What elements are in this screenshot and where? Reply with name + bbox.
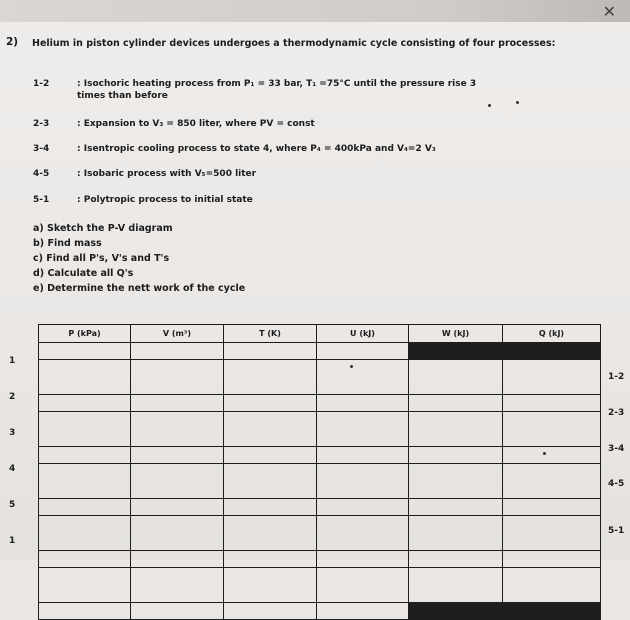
table-cell[interactable] — [317, 603, 409, 620]
state-label: 4 — [9, 464, 16, 474]
table-cell[interactable] — [224, 551, 317, 568]
table-cell[interactable] — [503, 464, 601, 499]
process-description: : Expansion to V₃ = 850 liter, where PV = const — [77, 119, 315, 129]
table-cell[interactable] — [39, 568, 131, 603]
table-cell[interactable] — [317, 395, 409, 412]
table-cell[interactable] — [39, 516, 131, 551]
table-cell[interactable] — [224, 412, 317, 447]
table-cell[interactable] — [503, 395, 601, 412]
process-label: 1-2 — [608, 372, 625, 382]
table-cell[interactable] — [409, 447, 503, 464]
table-cell[interactable] — [131, 447, 224, 464]
table-cell[interactable] — [409, 360, 503, 395]
table-cell[interactable] — [39, 447, 131, 464]
table-cell[interactable] — [39, 343, 131, 360]
table-cell[interactable] — [503, 499, 601, 516]
table-cell[interactable] — [224, 464, 317, 499]
table-cell[interactable] — [317, 551, 409, 568]
state-label: 3 — [9, 428, 16, 438]
column-header: T (K) — [224, 325, 317, 343]
stray-mark — [543, 452, 546, 455]
process-description: : Isochoric heating process from P₁ = 33 bar, T₁ =75°C until the pressure rise 3 times than before — [77, 79, 477, 101]
table-cell[interactable] — [224, 603, 317, 620]
table-cell[interactable] — [224, 516, 317, 551]
shaded-cell — [503, 343, 601, 360]
table-cell[interactable] — [131, 464, 224, 499]
table-cell[interactable] — [409, 551, 503, 568]
table-cell[interactable] — [39, 395, 131, 412]
table-cell[interactable] — [39, 603, 131, 620]
process-description: : Isentropic cooling process to state 4, where P₄ = 400kPa and V₄=2 V₃ — [77, 144, 436, 154]
table-cell[interactable] — [409, 568, 503, 603]
table-cell[interactable] — [503, 360, 601, 395]
state-label: 1 — [9, 356, 16, 366]
table-cell[interactable] — [131, 551, 224, 568]
process-label: 3-4 — [608, 444, 625, 454]
task-item: a) Sketch the P-V diagram — [33, 223, 173, 234]
table-cell[interactable] — [224, 343, 317, 360]
table-cell[interactable] — [317, 447, 409, 464]
stray-mark — [350, 365, 353, 368]
stray-mark — [516, 101, 519, 104]
state-label: 2 — [9, 392, 16, 402]
question-text: Helium in piston cylinder devices undergoes a thermodynamic cycle consisting of four processes: — [32, 38, 556, 49]
results-table — [38, 324, 601, 620]
table-cell[interactable] — [131, 412, 224, 447]
task-item: b) Find mass — [33, 238, 102, 249]
table-cell[interactable] — [39, 412, 131, 447]
process-code: 1-2 — [33, 79, 50, 89]
process-code: 2-3 — [33, 119, 50, 129]
process-code: 4-5 — [33, 169, 50, 179]
table-cell[interactable] — [131, 516, 224, 551]
table-cell[interactable] — [409, 516, 503, 551]
table-cell[interactable] — [409, 499, 503, 516]
question-number: 2) — [6, 36, 19, 48]
table-cell[interactable] — [224, 395, 317, 412]
column-header: V (m³) — [131, 325, 224, 343]
column-header: U (kJ) — [317, 325, 409, 343]
table-cell[interactable] — [131, 360, 224, 395]
shaded-cell — [409, 603, 503, 620]
process-code: 3-4 — [33, 144, 50, 154]
table-cell[interactable] — [317, 360, 409, 395]
table-cell[interactable] — [39, 464, 131, 499]
table-cell[interactable] — [409, 395, 503, 412]
table-cell[interactable] — [503, 412, 601, 447]
table-cell[interactable] — [503, 568, 601, 603]
table-cell[interactable] — [317, 343, 409, 360]
table-cell[interactable] — [224, 360, 317, 395]
shaded-cell — [503, 603, 601, 620]
table-cell[interactable] — [409, 464, 503, 499]
table-cell[interactable] — [317, 516, 409, 551]
task-list — [33, 221, 245, 296]
table-cell[interactable] — [224, 499, 317, 516]
table-cell[interactable] — [317, 464, 409, 499]
stray-mark — [488, 104, 491, 107]
process-label: 2-3 — [608, 408, 625, 418]
state-label: 1 — [9, 536, 16, 546]
table-cell[interactable] — [39, 360, 131, 395]
table-cell[interactable] — [503, 516, 601, 551]
process-code: 5-1 — [33, 195, 50, 205]
table-cell[interactable] — [131, 603, 224, 620]
state-label: 5 — [9, 500, 16, 510]
table-cell[interactable] — [503, 551, 601, 568]
process-label: 4-5 — [608, 479, 625, 489]
process-label: 5-1 — [608, 526, 625, 536]
table-cell[interactable] — [39, 499, 131, 516]
table-cell[interactable] — [503, 447, 601, 464]
table-cell[interactable] — [317, 568, 409, 603]
process-description: : Isobaric process with V₅=500 liter — [77, 169, 257, 179]
shaded-cell — [409, 343, 503, 360]
column-header: W (kJ) — [409, 325, 503, 343]
table-cell[interactable] — [317, 499, 409, 516]
task-item: d) Calculate all Q's — [33, 268, 134, 279]
column-header: P (kPa) — [39, 325, 131, 343]
table-cell[interactable] — [131, 395, 224, 412]
page-edge-shadow — [0, 0, 630, 22]
table-cell[interactable] — [131, 343, 224, 360]
table-cell[interactable] — [131, 568, 224, 603]
task-item: e) Determine the nett work of the cycle — [33, 283, 246, 294]
table-cell[interactable] — [131, 499, 224, 516]
table-cell[interactable] — [224, 447, 317, 464]
close-icon[interactable]: ✕ — [602, 2, 616, 21]
table-cell[interactable] — [224, 568, 317, 603]
table-cell[interactable] — [317, 412, 409, 447]
table-cell[interactable] — [409, 412, 503, 447]
task-item: c) Find all P's, V's and T's — [33, 253, 170, 264]
process-description: : Polytropic process to initial state — [77, 195, 253, 205]
table-cell[interactable] — [39, 551, 131, 568]
column-header: Q (kJ) — [503, 325, 601, 343]
